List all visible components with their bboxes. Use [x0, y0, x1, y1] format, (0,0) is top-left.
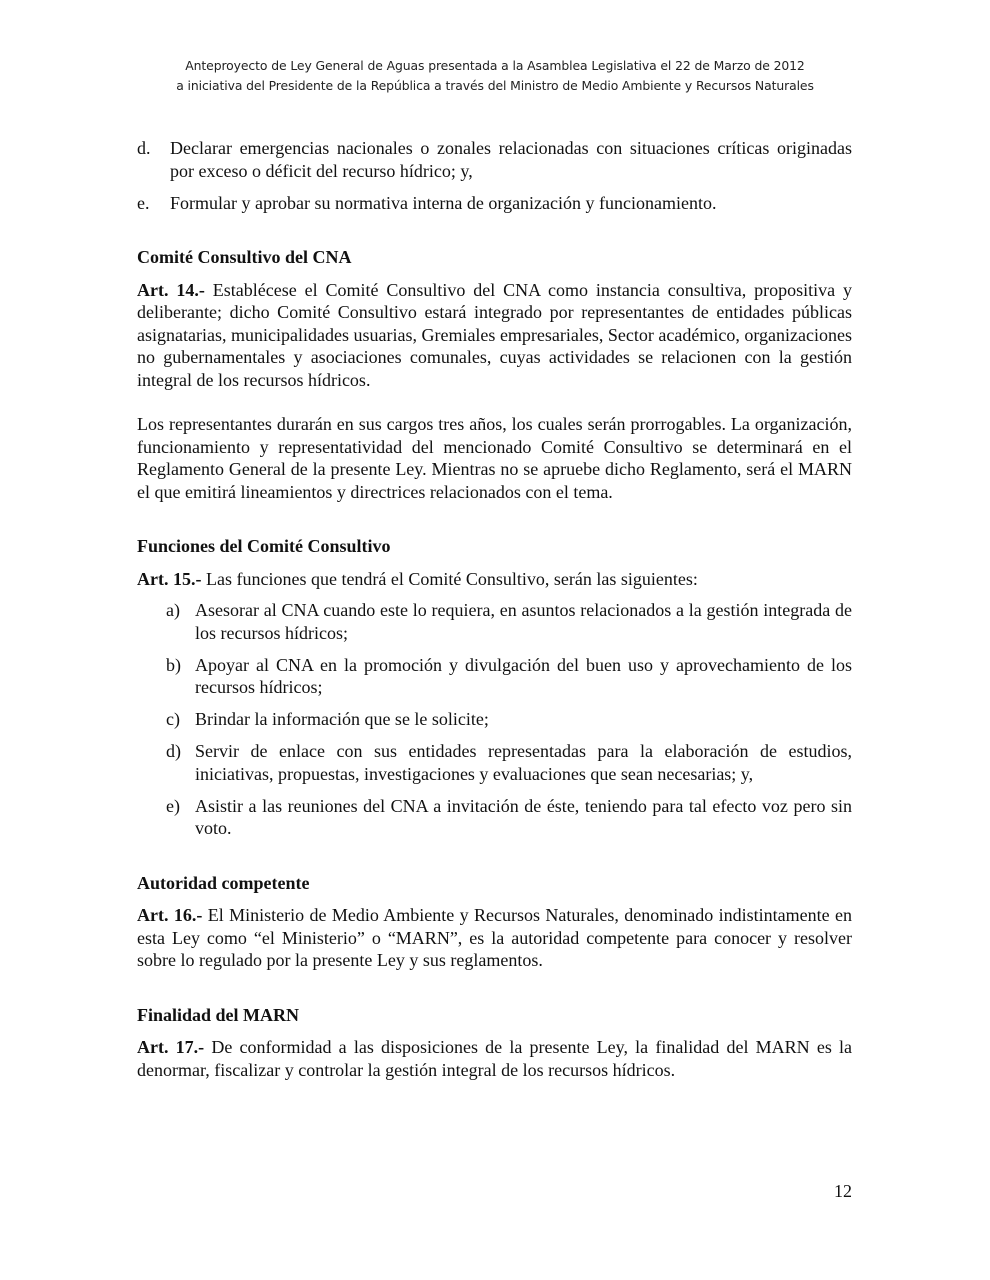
list-marker: c) — [166, 709, 180, 729]
list-marker: a) — [166, 600, 180, 620]
article-label: Art. 15.- — [137, 568, 202, 589]
list-item-text: Asesorar al CNA cuando este lo requiera, en asuntos relacionados a la gestión integrada de los recursos hídricos; — [195, 600, 852, 643]
list-item — [166, 599, 852, 644]
article-label: Art. 14.- — [137, 279, 205, 300]
list-item-text: Asistir a las reuniones del CNA a invitación de éste, teniendo para tal efecto voz pero sin voto. — [195, 795, 852, 838]
article-text: Establécese el Comité Consultivo del CNA como instancia consultiva, propositiva y deliberante; dicho Comité Consultivo estará integrado por representantes de entidades públicas asignatarias, municipalidades usuarias, Gremiales empresariales, Sector académico, organizaciones no gubernamentales y asociaciones comunales, cuyas actividades se relacionen con la gestión integral de los recursos hídricos. — [137, 279, 853, 390]
page-header — [0, 56, 990, 96]
list-item — [137, 192, 852, 215]
article-15 — [137, 568, 852, 591]
list-item — [166, 740, 852, 785]
article-14 — [137, 279, 852, 392]
list-item — [166, 654, 852, 699]
article-17 — [137, 1036, 852, 1081]
section-heading-finalidad: Finalidad del MARN — [137, 1004, 300, 1025]
article-text: El Ministerio de Medio Ambiente y Recursos Naturales, denominado indistintamente en esta Ley como “el Ministerio” o “MARN”, es la autoridad competente para conocer y resolver sobre lo regulado por la presente Ley y sus reglamentos. — [137, 905, 853, 970]
header-line-2: a iniciativa del Presidente de la República a través del Ministro de Medio Ambiente y Recursos Naturales — [176, 78, 814, 93]
list-marker: d) — [166, 741, 181, 761]
list-item-text: Declarar emergencias nacionales o zonales relacionadas con situaciones críticas originadas por exceso o déficit del recurso hídrico; y, — [170, 138, 852, 181]
section-heading-funciones: Funciones del Comité Consultivo — [137, 536, 391, 556]
list-marker: b) — [166, 654, 181, 675]
intro-list — [137, 137, 852, 214]
list-marker: e) — [166, 795, 180, 816]
list-item-text: Brindar la información que se le solicite; — [195, 709, 489, 729]
article-label: Art. 17.- — [137, 1037, 205, 1057]
list-marker: e. — [137, 192, 150, 213]
list-item — [166, 795, 852, 840]
list-marker: d. — [137, 138, 151, 158]
section-heading-autoridad: Autoridad competente — [137, 872, 310, 893]
header-line-1: Anteproyecto de Ley General de Aguas presentada a la Asamblea Legislativa el 22 de Marzo de 2012 — [185, 58, 805, 73]
list-item — [166, 708, 852, 731]
list-item — [137, 137, 852, 182]
article-label: Art. 16.- — [137, 905, 203, 925]
section-heading-consultivo: Comité Consultivo del CNA — [137, 247, 352, 267]
page-number: 12 — [834, 1181, 852, 1201]
list-item-text: Servir de enlace con sus entidades representadas para la elaboración de estudios, iniciativas, propuestas, investigaciones y evaluaciones que sean necesarias; y, — [195, 741, 852, 784]
article-text: De conformidad a las disposiciones de la presente Ley, la finalidad del MARN es la denormar, fiscalizar y controlar la gestión integral de los recursos hídricos. — [137, 1037, 852, 1080]
page-content — [137, 137, 852, 1081]
article-text: Las funciones que tendrá el Comité Consultivo, serán las siguientes: — [205, 568, 698, 589]
article-16 — [137, 904, 852, 972]
list-item-text: Apoyar al CNA en la promoción y divulgación del buen uso y aprovechamiento de los recursos hídricos; — [195, 654, 852, 697]
list-item-text: Formular y aprobar su normativa interna de organización y funcionamiento. — [170, 192, 717, 213]
funciones-list — [137, 599, 852, 840]
article-14-paragraph-2: Los representantes durarán en sus cargos tres años, los cuales serán prorrogables. La organización, funcionamiento y representatividad del mencionado Comité Consultivo se determinará en el Reglamento General de la presente Ley. Mientras no se apruebe dicho Reglamento, será el MARN el que emitirá lineamientos y directrices relacionados con el tema. — [137, 414, 852, 502]
